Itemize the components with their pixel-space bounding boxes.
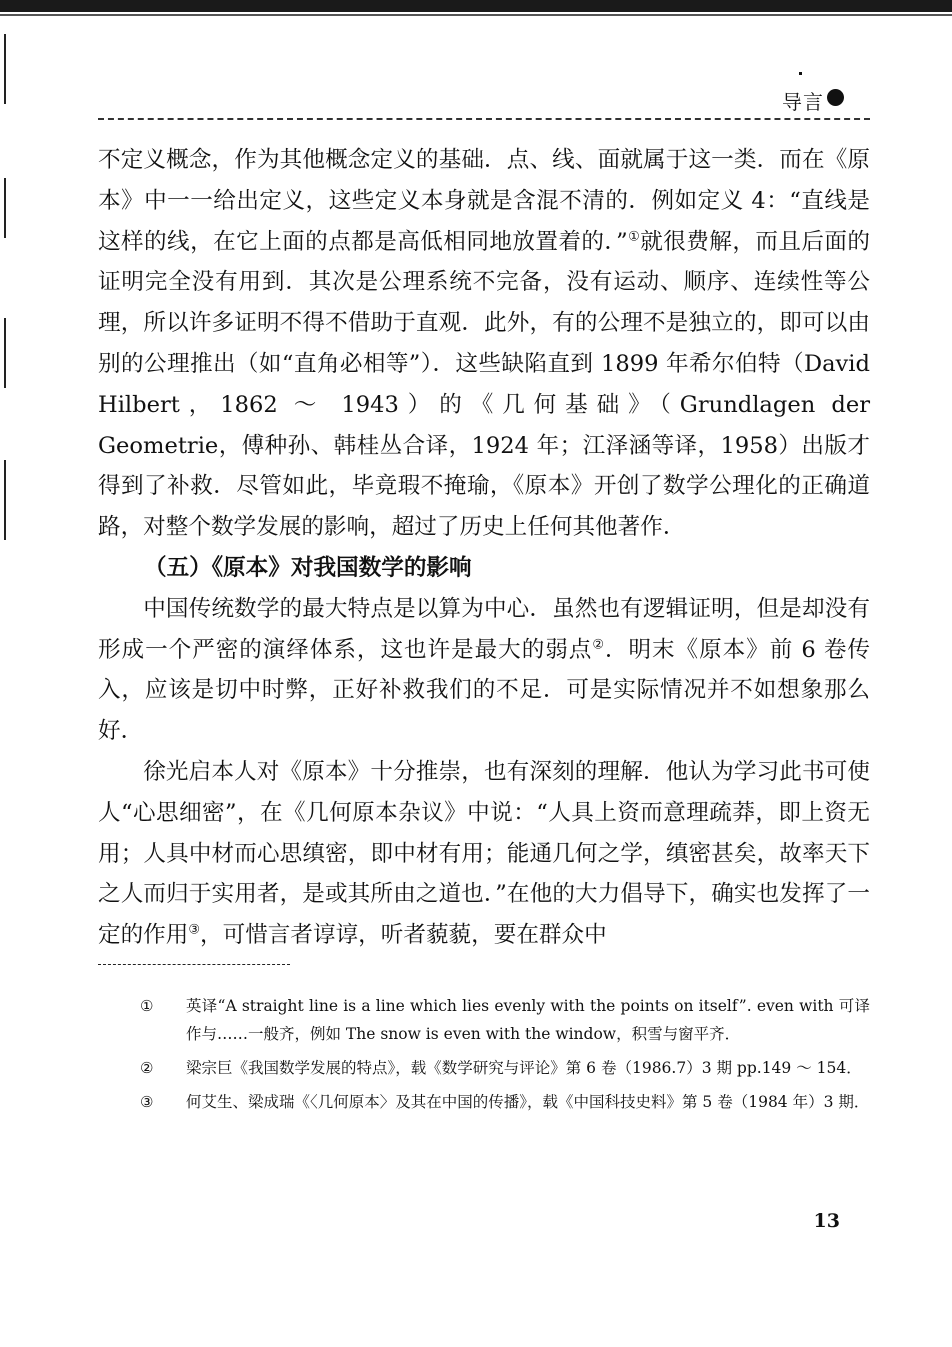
footnote-ref[interactable]: ② (592, 637, 605, 653)
footnote-text: 梁宗巨《我国数学发展的特点》，载《数学研究与评论》第 6 卷（1986.7）3 期 pp.149 ～ 154． (186, 1059, 862, 1077)
footnote-ref[interactable]: ① (627, 229, 641, 245)
footnote-mark: ③ (140, 1093, 154, 1111)
paragraph: 中国传统数学的最大特点是以算为中心．虽然也有逻辑证明，但是却没有形成一个严密的演绎体系，这也许是最大的弱点②．明末《原本》前 6 卷传入，应该是切中时弊，正好补救我们的不足．可是实际情况并不如想象那么好． (98, 595, 871, 745)
footnote (140, 1054, 870, 1082)
footnote-ref[interactable]: ③ (188, 922, 201, 938)
running-head: 导言 (782, 90, 824, 114)
footnote-mark: ② (140, 1059, 154, 1077)
header-dot-mark (799, 72, 802, 75)
footnote (140, 1088, 870, 1116)
footnote-text: 英译“A straight line is a line which lies evenly with the points on itself”. even with 可译作与……一般齐，例如 The snow is even with the window，积雪与窗平齐． (186, 997, 870, 1043)
paragraph: 徐光启本人对《原本》十分推崇，也有深刻的理解．他认为学习此书可使人“心思细密”，在《几何原本杂议》中说：“人具上资而意理疏莽，即上资无用；人具中材而心思缜密，即中材有用；能通几何之学，缜密甚矣，故率天下之人而归于实用者，是或其所由之道也．”在他的大力倡导下，确实也发挥了一定的作用③，可惜言者谆谆，听者藐藐，要在群众中 (98, 758, 870, 949)
footnote-separator (98, 964, 290, 965)
main-text (98, 140, 870, 956)
top-scan-border (0, 0, 952, 12)
page-number: 13 (813, 1210, 840, 1232)
gutter-mark (4, 460, 6, 540)
gutter-mark (4, 34, 6, 104)
paragraph: 不定义概念，作为其他概念定义的基础．点、线、面就属于这一类．而在《原本》中一一给出定义，这些定义本身就是含混不清的．例如定义 4：“直线是这样的线，在它上面的点都是高低相同地放置着的．”①就很费解，而且后面的证明完全没有用到．其次是公理系统不完备，没有运动、顺序、连续性等公理，所以许多证明不得不借助于直观．此外，有的公理不是独立的，即可以由别的公理推出（如“直角必相等”）．这些缺陷直到 1899 年希尔伯特（David Hilbert，1862 ～ 1943）的《几何基础》（Grundlagen der Geometrie，傅种孙、韩桂丛合译，1924 年；江泽涵等译，1958）出版才得到了补救．尽管如此，毕竟瑕不掩瑜，《原本》开创了数学公理化的正确道路，对整个数学发展的影响，超过了历史上任何其他著作． (98, 147, 871, 541)
footnote (140, 992, 870, 1048)
section-heading: （五）《原本》对我国数学的影响 (144, 554, 472, 581)
running-head-bullet (827, 89, 844, 106)
header-rule (98, 118, 870, 120)
footnote-text: 何艾生、梁成瑞《〈几何原本〉及其在中国的传播》，载《中国科技史料》第 5 卷（1984 年）3 期． (186, 1093, 870, 1111)
gutter-mark (4, 178, 6, 238)
gutter-mark (4, 318, 6, 388)
footnotes (140, 992, 870, 1122)
top-scan-border-thin (0, 14, 952, 16)
footnote-mark: ① (140, 997, 154, 1015)
